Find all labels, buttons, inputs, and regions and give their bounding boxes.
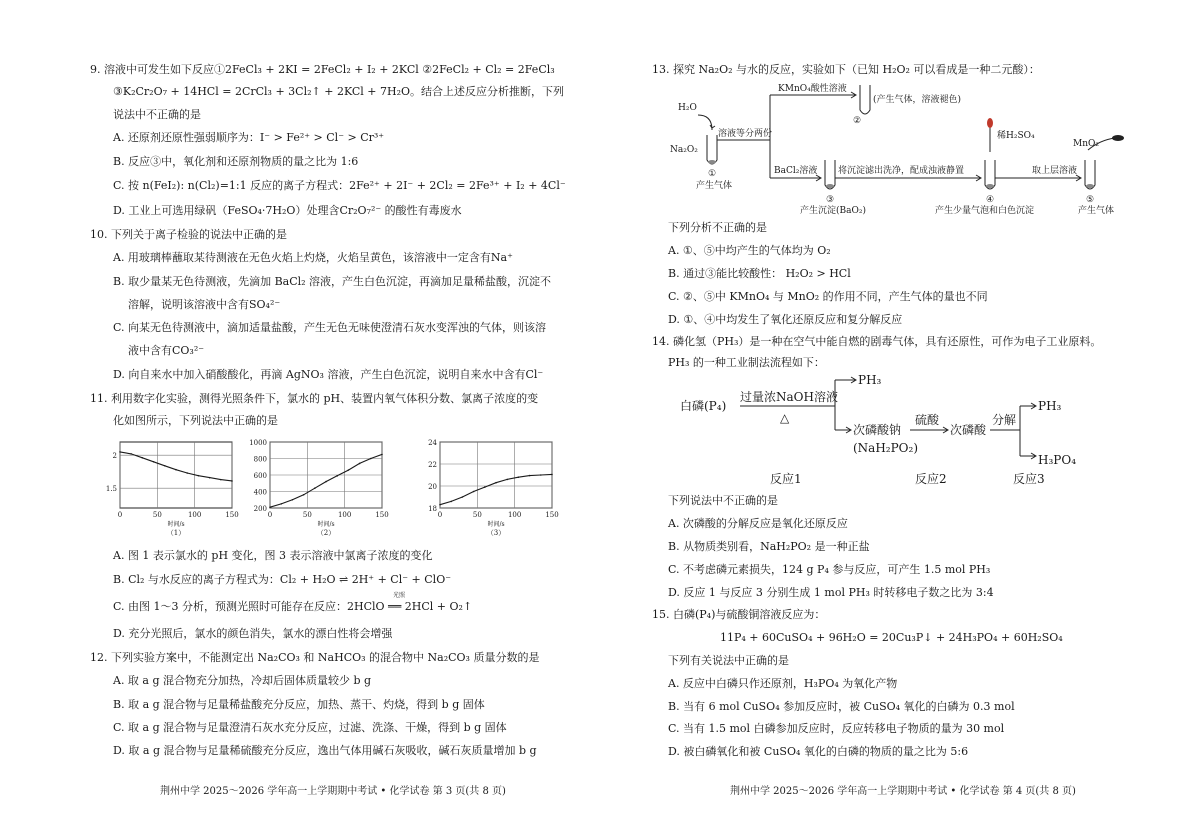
q11-option-b: B. Cl₂ 与水反应的离子方程式为：Cl₂ + H₂O ⇌ 2H⁺ + Cl⁻ + ClO⁻ <box>113 573 452 586</box>
q13-option-d: D. ①、④中均发生了氧化还原反应和复分解反应 <box>668 313 903 326</box>
data-point <box>348 469 350 471</box>
q13-option-b: B. 通过③能比较酸性： H₂O₂ > HCl <box>668 267 851 280</box>
q12-option-a: A. 取 a g 混合物充分加热，冷却后固体质量较少 b g <box>113 674 372 687</box>
data-point <box>269 506 271 508</box>
data-point <box>506 479 508 481</box>
q9-stem-1: 9. 溶液中可发生如下反应①2FeCl₃ + 2KI = 2FeCl₂ + I₂ + 2KCl ②2FeCl₂ + Cl₂ = 2FeCl₃ <box>90 63 555 76</box>
label-bacl2: BaCl₂溶液 <box>774 166 818 176</box>
label-circle-3: ③ <box>826 195 835 205</box>
label-reaction-3: 反应3 <box>1013 472 1045 486</box>
label-h2so4: 稀H₂SO₄ <box>997 131 1035 141</box>
data-point <box>153 461 155 463</box>
chart-caption: （2） <box>316 529 336 537</box>
chart-2 <box>249 439 389 537</box>
q11-stem-1: 11. 利用数字化实验，测得光照条件下，氯水的 pH、装置内氧气体积分数、氯离子浓度的变 <box>90 392 539 405</box>
q12-option-d: D. 取 a g 混合物与足量稀硫酸充分反应，逸出气体用碱石灰吸收，碱石灰质量增加 b g <box>113 744 537 757</box>
y-tick-label: 24 <box>428 439 437 447</box>
data-point <box>209 477 211 479</box>
data-point <box>495 482 497 484</box>
q12-option-c: C. 取 a g 混合物与足量澄清石灰水充分反应，过滤、洗涤、干燥，得到 b g 固体 <box>113 721 507 734</box>
x-tick-label: 50 <box>302 511 312 519</box>
y-tick-label: 1000 <box>249 439 267 447</box>
test-tube-2 <box>860 85 870 114</box>
page-footer-4: 荆州中学 2025～2026 学年高一上学期期中考试 • 化学试卷 第 4 页(共 8 页) <box>730 786 1076 797</box>
label-ph3-2: PH₃ <box>1038 399 1062 413</box>
x-tick-label: 150 <box>545 511 559 519</box>
q11-option-d: D. 充分光照后，氯水的颜色消失，氯水的漂白性将会增强 <box>113 627 393 640</box>
q13-question: 下列分析不正确的是 <box>668 221 767 234</box>
y-tick-label: 2 <box>112 452 117 461</box>
q13-stem: 13. 探究 Na₂O₂ 与水的反应，实验如下（已知 H₂O₂ 可以看成是一种二元酸）： <box>652 63 1040 76</box>
q9-option-a: A. 还原剂还原性强弱顺序为：I⁻ > Fe²⁺ > Cl⁻ > Cr³⁺ <box>113 131 385 144</box>
data-line <box>270 454 382 507</box>
data-point <box>130 453 132 455</box>
page-footer-3: 荆州中学 2025～2026 学年高一上学期期中考试 • 化学试卷 第 3 页(共 8 页) <box>160 786 506 797</box>
dropper-bulb-icon <box>987 118 993 128</box>
y-tick-label: 800 <box>253 455 267 464</box>
label-circle-1: ① <box>708 169 717 179</box>
label-sodium-hypophosphite: 次磷酸钠 <box>853 423 902 437</box>
label-h2o: H₂O <box>678 103 697 113</box>
q11-option-c: C. 由图 1～3 分析，预测光照时可能存在反应：2HClO ══ 2HCl + O₂↑ <box>113 600 473 613</box>
label-mno2: MnO₂ <box>1073 139 1099 149</box>
y-tick-label: 22 <box>428 461 437 469</box>
data-point <box>518 476 520 478</box>
data-point <box>186 472 188 474</box>
label-kmno4: KMnO₄酸性溶液 <box>778 84 847 94</box>
q15-equation: 11P₄ + 60CuSO₄ + 96H₂O = 20Cu₃P↓ + 24H₃PO₄ + 60H₂SO₄ <box>720 631 1063 644</box>
x-tick-label: 100 <box>337 511 352 519</box>
data-point <box>164 465 166 467</box>
label-result-3: 产生沉淀(BaO₂) <box>800 206 866 216</box>
q14-question: 下列说法中不正确的是 <box>668 494 778 507</box>
label-reaction-1: 反应1 <box>770 472 802 486</box>
x-tick-label: 0 <box>437 511 443 519</box>
q9-option-c: C. 按 n(FeI₂): n(Cl₂)=1:1 反应的离子方程式：2Fe²⁺ + 2I⁻ + 2Cl₂ = 2Fe³⁺ + I₂ + 4Cl⁻ <box>113 179 566 192</box>
label-ph3-1: PH₃ <box>858 373 882 387</box>
q9-stem-3: 说法中不正确的是 <box>113 108 201 121</box>
q11-stem-2: 化如图所示，下列说法中正确的是 <box>113 414 278 427</box>
x-tick-label: 50 <box>472 511 482 519</box>
q9-option-d: D. 工业上可选用绿矾（FeSO₄·7H₂O）处理含Cr₂O₇²⁻ 的酸性有毒废水 <box>113 204 462 217</box>
label-circle-2: ② <box>853 116 862 126</box>
label-reaction-2: 反应2 <box>915 472 947 486</box>
data-point <box>314 487 316 489</box>
data-point <box>450 501 452 503</box>
q14-process-flowchart <box>670 368 1150 490</box>
chart-3 <box>428 439 559 537</box>
data-point <box>325 481 327 483</box>
q11-graphs <box>95 436 559 546</box>
q15-question: 下列有关说法中正确的是 <box>668 654 789 667</box>
data-point <box>473 491 475 493</box>
label-result-4: 产生少量气泡和白色沉淀 <box>935 206 1035 216</box>
x-tick-label: 0 <box>267 511 273 519</box>
label-sulfuric-acid: 硫酸 <box>915 413 940 427</box>
label-h3po4: H₃PO₄ <box>1038 453 1076 467</box>
q15-option-a: A. 反应中白磷只作还原剂，H₃PO₄ 为氧化产物 <box>668 677 898 690</box>
label-result-2: (产生气体，溶液褪色) <box>873 95 962 105</box>
y-tick-label: 18 <box>428 505 437 513</box>
label-decompose: 分解 <box>992 413 1017 427</box>
data-point <box>231 480 233 482</box>
x-tick-label: 150 <box>375 511 389 519</box>
q11-option-a: A. 图 1 表示氯水的 pH 变化，图 3 表示溶液中氯离子浓度的变化 <box>113 549 433 562</box>
q9-stem-2: ③K₂Cr₂O₇ + 14HCl = 2CrCl₃ + 3Cl₂↑ + 2KCl + 7H₂O。结合上述反应分析推断，下列 <box>113 85 565 98</box>
data-point <box>359 463 361 465</box>
q13-option-a: A. ①、⑤中均产生的气体均为 O₂ <box>668 244 831 257</box>
q14-option-c: C. 不考虑磷元素损失，124 g P₄ 参与反应，可产生 1.5 mol PH₃ <box>668 563 991 576</box>
test-tube-1 <box>707 135 717 164</box>
q14-option-d: D. 反应 1 与反应 3 分别生成 1 mol PH₃ 时转移电子数之比为 3:4 <box>668 586 994 599</box>
data-point <box>220 479 222 481</box>
label-hypophosphorous-acid: 次磷酸 <box>950 423 987 437</box>
chart-caption: （1） <box>166 529 186 537</box>
label-upper: 取上层溶液 <box>1032 166 1078 176</box>
x-tick-label: 100 <box>187 511 202 519</box>
spatula-icon <box>1112 135 1124 141</box>
q10-option-d: D. 向自来水中加入硝酸酸化，再滴 AgNO₃ 溶液，产生白色沉淀，说明自来水中含有Cl⁻ <box>113 368 544 381</box>
data-point <box>175 469 177 471</box>
q15-option-c: C. 当有 1.5 mol 白磷参加反应时，反应转移电子物质的量为 30 mol <box>668 722 1005 735</box>
data-point <box>370 458 372 460</box>
x-axis-label: 时间/s <box>487 521 505 528</box>
label-result-5: 产生气体 <box>1078 206 1115 216</box>
q13-apparatus-diagram <box>660 80 1180 215</box>
label-nah2po2: (NaH₂PO₂) <box>853 441 919 455</box>
q10-option-b-1: B. 取少量某无色待测液，先滴加 BaCl₂ 溶液，产生白色沉淀，再滴加足量稀盐酸，沉淀不 <box>113 275 552 288</box>
x-tick-label: 0 <box>117 511 123 519</box>
label-white-phosphorus: 白磷(P₄) <box>680 399 727 413</box>
x-tick-label: 150 <box>225 511 239 519</box>
x-tick-label: 100 <box>507 511 522 519</box>
data-line <box>120 452 232 481</box>
label-naoh-condition: 过量浓NaOH溶液 <box>740 390 838 404</box>
q10-option-a: A. 用玻璃棒蘸取某待测液在无色火焰上灼烧，火焰呈黄色，该溶液中一定含有Na⁺ <box>113 251 513 264</box>
q9-option-b: B. 反应③中，氧化剂和还原剂物质的量之比为 1:6 <box>113 155 359 168</box>
q14-stem-2: PH₃ 的一种工业制法流程如下： <box>668 356 825 369</box>
data-point <box>462 496 464 498</box>
right-page <box>600 0 1200 831</box>
data-point <box>540 474 542 476</box>
q10-option-b-2: 溶解，说明该溶液中含有SO₄²⁻ <box>128 298 281 311</box>
chart-1 <box>106 442 239 537</box>
y-tick-label: 600 <box>253 472 267 480</box>
label-heat: △ <box>780 411 790 425</box>
q15-stem: 15. 白磷(P₄)与硫酸铜溶液反应为： <box>652 608 826 621</box>
chart-caption: （3） <box>486 529 506 537</box>
q15-option-d: D. 被白磷氧化和被 CuSO₄ 氧化的白磷的物质的量之比为 5:6 <box>668 745 969 758</box>
q12-stem: 12. 下列实验方案中，不能测定出 Na₂CO₃ 和 NaHCO₃ 的混合物中 Na₂CO₃ 质量分数的是 <box>90 651 540 664</box>
data-point <box>551 474 553 476</box>
data-point <box>119 451 121 453</box>
data-point <box>529 475 531 477</box>
label-circle-5: ⑤ <box>1086 195 1095 205</box>
y-tick-label: 200 <box>253 505 267 513</box>
label-na2o2: Na₂O₂ <box>670 145 698 155</box>
data-point <box>484 486 486 488</box>
q14-stem-1: 14. 磷化氢（PH₃）是一种在空气中能自燃的剧毒气体，具有还原性，可作为电子工业原料。 <box>652 335 1102 348</box>
data-point <box>336 475 338 477</box>
q12-option-b: B. 取 a g 混合物与足量稀盐酸充分反应，加热、蒸干、灼烧，得到 b g 固体 <box>113 698 485 711</box>
data-point <box>381 454 383 456</box>
label-filter: 将沉淀滤出洗净，配成浊液静置 <box>838 166 965 176</box>
data-line <box>440 474 552 504</box>
plot-frame <box>120 442 232 508</box>
y-tick-label: 20 <box>428 483 437 491</box>
q10-option-c-1: C. 向某无色待测液中，滴加适量盐酸，产生无色无味使澄清石灰水变浑浊的气体，则该溶 <box>113 321 547 334</box>
label-split: 溶液等分两份 <box>718 129 773 139</box>
data-point <box>280 503 282 505</box>
data-point <box>198 475 200 477</box>
q14-option-a: A. 次磷酸的分解反应是氧化还原反应 <box>668 517 848 530</box>
x-axis-label: 时间/s <box>167 521 185 528</box>
x-axis-label: 时间/s <box>317 521 335 528</box>
label-result-1: 产生气体 <box>696 181 733 191</box>
data-point <box>439 504 441 506</box>
x-tick-label: 50 <box>152 511 162 519</box>
y-tick-label: 1.5 <box>105 485 117 494</box>
q13-option-c: C. ②、⑤中 KMnO₄ 与 MnO₂ 的作用不同，产生气体的量也不同 <box>668 290 988 303</box>
label-circle-4: ④ <box>986 195 995 205</box>
q10-stem: 10. 下列关于离子检验的说法中正确的是 <box>90 228 287 241</box>
q15-option-b: B. 当有 6 mol CuSO₄ 参加反应时，被 CuSO₄ 氧化的白磷为 0.3 mol <box>668 700 1015 713</box>
data-point <box>292 499 294 501</box>
data-point <box>142 457 144 459</box>
y-tick-label: 400 <box>253 488 267 497</box>
q14-option-b: B. 从物质类别看，NaH₂PO₂ 是一种正盐 <box>668 540 870 553</box>
q11-condition-light: 光照 <box>393 592 406 599</box>
q10-option-c-2: 液中含有CO₃²⁻ <box>128 344 205 357</box>
data-point <box>303 494 305 496</box>
